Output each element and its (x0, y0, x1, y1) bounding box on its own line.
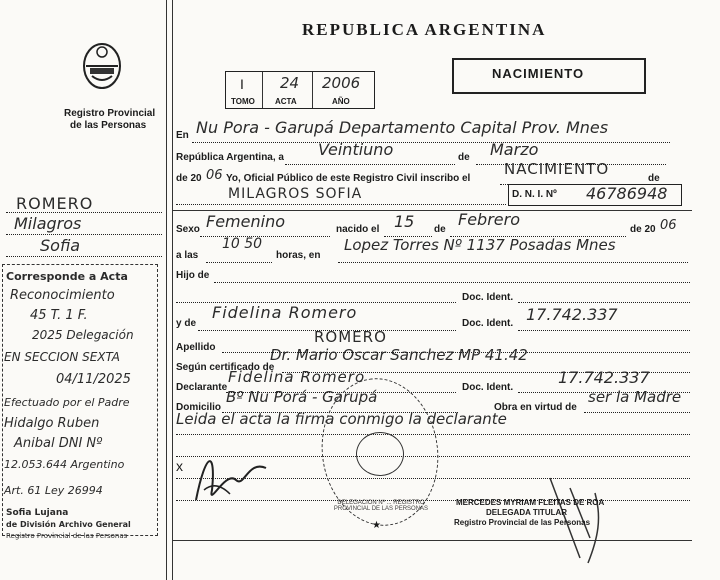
doc-ident-label-2: Doc. Ident. (462, 318, 514, 329)
tomo-value: I (240, 76, 244, 92)
sexo-line (200, 236, 330, 237)
hijo-label: Hijo de (176, 270, 210, 281)
act-box-divider-1 (262, 72, 263, 108)
ano-value: 2006 (322, 74, 361, 92)
hijo-line (214, 282, 690, 283)
doc-ident-label-1: Doc. Ident. (462, 292, 514, 303)
nacido-mes: Febrero (458, 210, 520, 229)
margin-line-2 (6, 234, 162, 235)
margin-note-14: Registro Provincial de las Personas (6, 532, 128, 540)
y-de-label: y de (176, 318, 197, 329)
leida-value: Leida el acta la firma conmigo la declarante (176, 410, 507, 428)
dia-line (285, 164, 455, 165)
declarant-signature-icon (186, 440, 276, 510)
dni-label: D. N. I. Nº (512, 189, 557, 200)
de-end-label: de (648, 173, 660, 184)
margin-note-3: 45 T. 1 F. (30, 308, 88, 323)
obra-line (584, 412, 690, 413)
hora-line (206, 262, 272, 263)
margin-given-1: Milagros (14, 214, 82, 233)
margin-divider (166, 0, 167, 580)
apellido-value: ROMERO (314, 328, 387, 346)
de3-label: de (434, 224, 446, 235)
official-round-stamp-inner (356, 432, 404, 476)
margin-note-7: Efectuado por el Padre (4, 396, 130, 409)
cert-value: Dr. Mario Oscar Sanchez MP 41.42 (270, 346, 528, 364)
margin-note-2: Reconocimiento (10, 288, 115, 303)
margin-note-4: 2025 Delegación (32, 328, 134, 342)
madre-doc-line (518, 330, 690, 331)
official-name: MERCEDES MYRIAM FLEITAS DE ROA (456, 498, 605, 507)
doc-line-1 (518, 302, 690, 303)
margin-given-2: Sofia (40, 236, 81, 255)
mes-value: Marzo (490, 140, 539, 159)
alas-label: a las (176, 250, 199, 261)
margin-note-13: de División Archivo General (6, 520, 131, 529)
margin-note-6: 04/11/2025 (56, 372, 131, 387)
nacido-dia: 15 (394, 212, 415, 231)
acta-label: ACTA (275, 97, 297, 106)
margin-line-1 (6, 212, 162, 213)
declarante-label: Declarante (176, 382, 228, 393)
registry-name-line1: Registro Provincial (64, 108, 156, 119)
domicilio-value: Bº Nu Porá - Garupá (226, 388, 378, 406)
de-anio-label: de 20 (630, 224, 656, 235)
dia-value: Veintiuno (318, 140, 394, 159)
anio-value: 06 (206, 168, 223, 183)
bottom-rule (172, 540, 692, 541)
registry-name-line2: de las Personas (70, 120, 147, 131)
lugar-value: Lopez Torres Nº 1137 Posadas Mnes (344, 236, 616, 254)
margin-note-11: Art. 61 Ley 26994 (4, 484, 103, 497)
stamp-star: ★ (372, 520, 381, 531)
horas-label: horas, en (276, 250, 321, 261)
margin-surname: ROMERO (16, 194, 94, 213)
official-role: DELEGADA TITULAR (486, 508, 568, 517)
dni-value: 46786948 (586, 184, 668, 203)
madre-doc: 17.742.337 (526, 305, 618, 324)
nombre-value: MILAGROS SOFIA (228, 186, 363, 202)
margin-note-9: Anibal DNI Nº (14, 436, 103, 451)
doc-type-title: NACIMIENTO (492, 66, 585, 81)
lugar-line (338, 262, 688, 263)
sexo-label: Sexo (176, 224, 200, 235)
doc-ident-label-3: Doc. Ident. (462, 382, 514, 393)
nacido-label: nacido el (336, 224, 380, 235)
declarante-doc: 17.742.337 (558, 368, 650, 387)
en-label: En (176, 130, 189, 141)
cert-label: Según certificado de (176, 362, 275, 373)
tomo-label: TOMO (231, 97, 255, 106)
de-label: de (458, 152, 470, 163)
x-mark: x (176, 458, 183, 474)
margin-note-8: Hidalgo Ruben (4, 416, 100, 431)
divider-1 (172, 210, 692, 211)
en-value: Nu Pora - Garupá Departamento Capital Prov. Mnes (196, 118, 609, 137)
ano-label: AÑO (332, 97, 350, 106)
sexo-value: Femenino (206, 212, 285, 231)
en-line (192, 142, 670, 143)
declarante-value: Fidelina Romero (228, 368, 366, 386)
margin-annotation-frame (2, 264, 158, 536)
de-20-label: de 20 (176, 173, 202, 184)
obra-value: ser la Madre (588, 388, 682, 406)
margin-line-3 (6, 256, 162, 257)
acta-value: 24 (280, 74, 300, 92)
act-box-divider-2 (312, 72, 313, 108)
oficial-text: Yo, Oficial Público de este Registro Civil inscribo el (226, 173, 471, 184)
margin-divider-inner (172, 0, 173, 580)
domicilio-label: Domicilio (176, 402, 222, 413)
apellido-label: Apellido (176, 342, 216, 353)
margin-note-5: EN SECCION SEXTA (4, 350, 120, 364)
coat-of-arms-icon (80, 40, 124, 92)
madre-value: Fidelina Romero (212, 303, 358, 322)
inscribo-value: NACIMIENTO (504, 160, 610, 178)
margin-note-10: 12.053.644 Argentino (4, 458, 125, 471)
stamp-text: DELEGACION Nº ... REGISTRO PROVINCIAL DE LAS PERSONAS (333, 500, 429, 512)
nombre-line (176, 204, 506, 205)
hora-value: 10 50 (222, 236, 263, 252)
country-title: REPUBLICA ARGENTINA (302, 20, 547, 39)
obra-label: Obra en virtud de (494, 402, 577, 413)
republica-label: República Argentina, a (176, 152, 284, 163)
nacido-anio: 06 (660, 218, 677, 233)
margin-note-1: Corresponde a Acta (6, 270, 128, 283)
margin-note-12: Sofia Lujana (6, 508, 69, 518)
official-org: Registro Provincial de las Personas (454, 518, 591, 527)
